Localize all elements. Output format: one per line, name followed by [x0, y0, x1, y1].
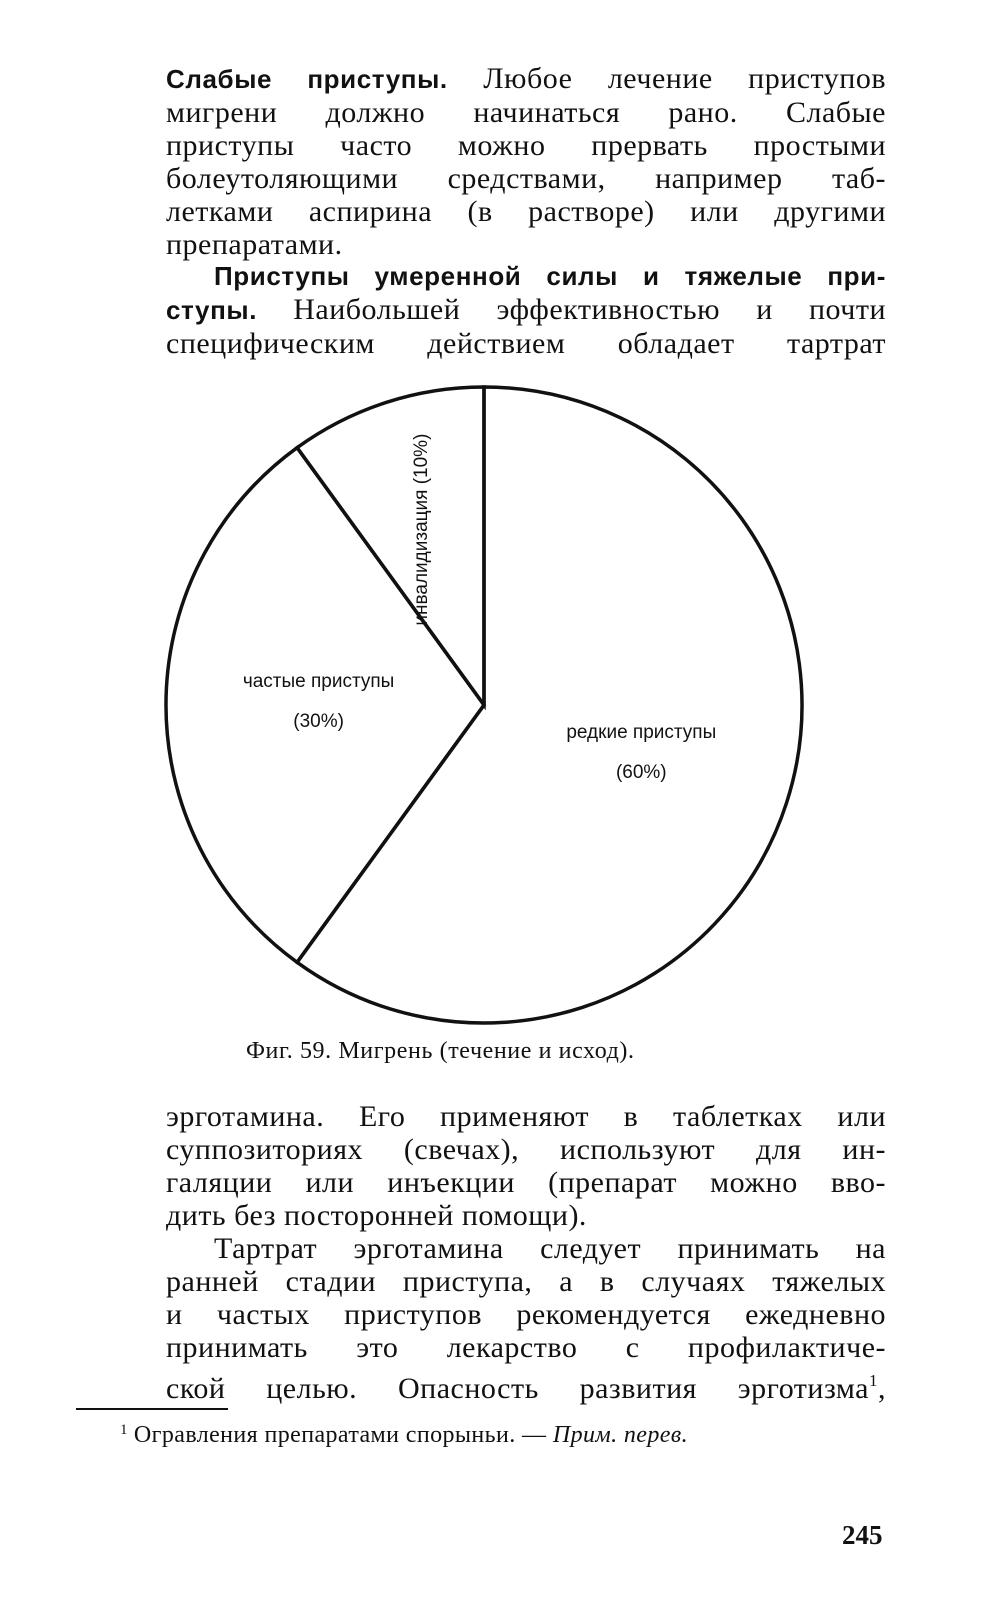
- paragraph-ergotamine-use: [166, 1100, 886, 1232]
- paragraph-line: специфическим действием обладает тартрат: [166, 327, 886, 360]
- paragraph-line: приступы часто можно прервать простыми: [166, 129, 886, 162]
- paragraph-line: эрготамина. Его применяют в таблетках или: [166, 1100, 886, 1133]
- paragraph-line: летками аспирина (в растворе) или другими: [166, 195, 886, 228]
- footnote: [120, 1422, 688, 1449]
- footnote-mark: 1: [120, 1422, 128, 1438]
- paragraph-line: и частых приступов рекомендуется ежедневно: [166, 1298, 886, 1331]
- paragraph-line: Тартрат эрготамина следует принимать на: [214, 1232, 886, 1265]
- paragraph-line: суппозиториях (свечах), используют для ин-: [166, 1133, 886, 1166]
- paragraph-line: ступы. Наибольшей эффективностью и почти: [166, 293, 886, 326]
- paragraph-moderate-severe-attacks: [166, 260, 886, 360]
- pie-slice: [297, 387, 484, 705]
- footnote-divider: [76, 1408, 228, 1410]
- paragraph-line: принимать это лекарство с профилактиче-: [166, 1331, 886, 1364]
- pie-slice: [166, 448, 484, 963]
- footnote-note: Прим. перев.: [552, 1422, 689, 1448]
- footnote-text: Огравления препаратами спорыньи. —: [133, 1422, 547, 1448]
- paragraph-heading: ступы.: [166, 295, 258, 325]
- paragraph-heading: Слабые приступы.: [166, 64, 448, 94]
- page-number: 245: [842, 1520, 883, 1550]
- slice-percent-label: (60%): [615, 762, 667, 784]
- paragraph-line: дить без посторонней помощи).: [166, 1199, 587, 1232]
- figure-caption: Фиг. 59. Мигрень (течение и исход).: [246, 1038, 635, 1064]
- paragraph-line: ской целью. Опасность развития эрготизма$^1$,: [166, 1371, 886, 1405]
- slice-label: редкие приступы: [566, 722, 717, 744]
- slice-percent-label: (30%): [293, 711, 344, 732]
- paragraph-line: препаратами.: [166, 228, 343, 261]
- pie-chart: [160, 378, 820, 1030]
- slice-label: инвалидизация (10%): [411, 433, 432, 626]
- paragraph-line: болеутоляющими средствами, например таб-: [166, 162, 886, 195]
- paragraph-weak-attacks: [166, 62, 886, 261]
- paragraph-line: мигрени должно начинаться рано. Слабые: [166, 96, 886, 129]
- slice-label: частые приступы: [242, 671, 395, 692]
- paragraph-line: Слабые приступы. Любое лечение приступов: [166, 62, 886, 95]
- paragraph-heading: Приступы умеренной силы и тяжелые при-: [214, 261, 886, 291]
- paragraph-line: ранней стадии приступа, а в случаях тяжелых: [166, 1265, 886, 1298]
- paragraph-ergotamine-dosing: [166, 1232, 886, 1405]
- footnote-reference[interactable]: 1: [869, 1371, 878, 1390]
- paragraph-line: галяции или инъекции (препарат можно вво-: [166, 1166, 886, 1199]
- pie-slice: [297, 387, 802, 1023]
